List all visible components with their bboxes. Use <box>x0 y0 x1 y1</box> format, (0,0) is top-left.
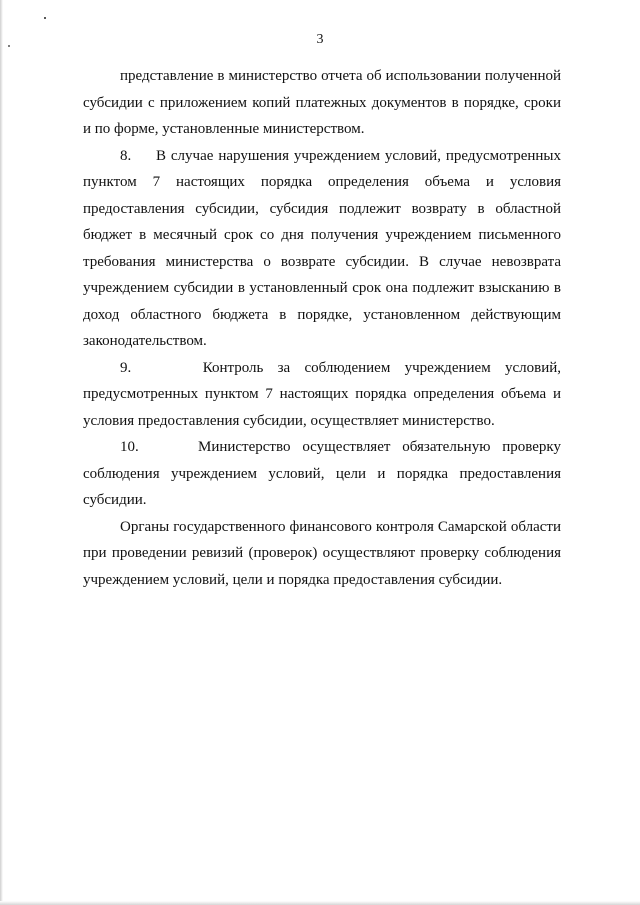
scan-left-edge <box>0 0 3 905</box>
paragraph-continuation <box>83 63 561 143</box>
paragraph-text: Органы государственного финансового контроля Самарской области при проведении ревизий (проверок) осуществляют проверку соблюдения учреждением условий, цели и порядка предоставления субсидии. <box>83 518 561 588</box>
paragraph-item-10 <box>83 434 561 514</box>
paragraph-text: Министерство осуществляет обязательную проверку соблюдения учреждением условий, цели и порядка предоставления субсидии. <box>83 439 561 508</box>
paragraph-item-8 <box>83 143 561 355</box>
paragraph-control-bodies <box>83 514 561 594</box>
paragraph-number: 10. <box>120 439 139 455</box>
scan-bottom-edge <box>0 901 640 905</box>
paragraph-text: представление в министерство отчета об использовании полученной субсидии с приложением копий платежных документов в порядке, сроки и по форме, установленные министерством. <box>83 68 561 137</box>
scan-speck <box>44 17 46 19</box>
page-number: 3 <box>316 32 324 47</box>
document-body <box>83 63 561 593</box>
paragraph-item-9 <box>83 355 561 435</box>
paragraph-text: В случае нарушения учреждением условий, предусмотренных пунктом 7 настоящих порядка определения объема и условия предоставления субсидии, субсидия подлежит возврату в областной бюджет в месячный срок со дня получения учреждением письменного требования министерства о возврате субсидии. В случае невозврата учреждением субсидии в установленный срок она подлежит взысканию в доход областного бюджета в порядке, установленном действующим законодательством. <box>83 147 561 349</box>
paragraph-text: Контроль за соблюдением учреждением условий, предусмотренных пунктом 7 настоящих порядка определения объема и условия предоставления субсидии, осуществляет министерство. <box>83 359 561 429</box>
paragraph-number: 8. <box>120 147 132 164</box>
paragraph-number: 9. <box>120 359 132 376</box>
